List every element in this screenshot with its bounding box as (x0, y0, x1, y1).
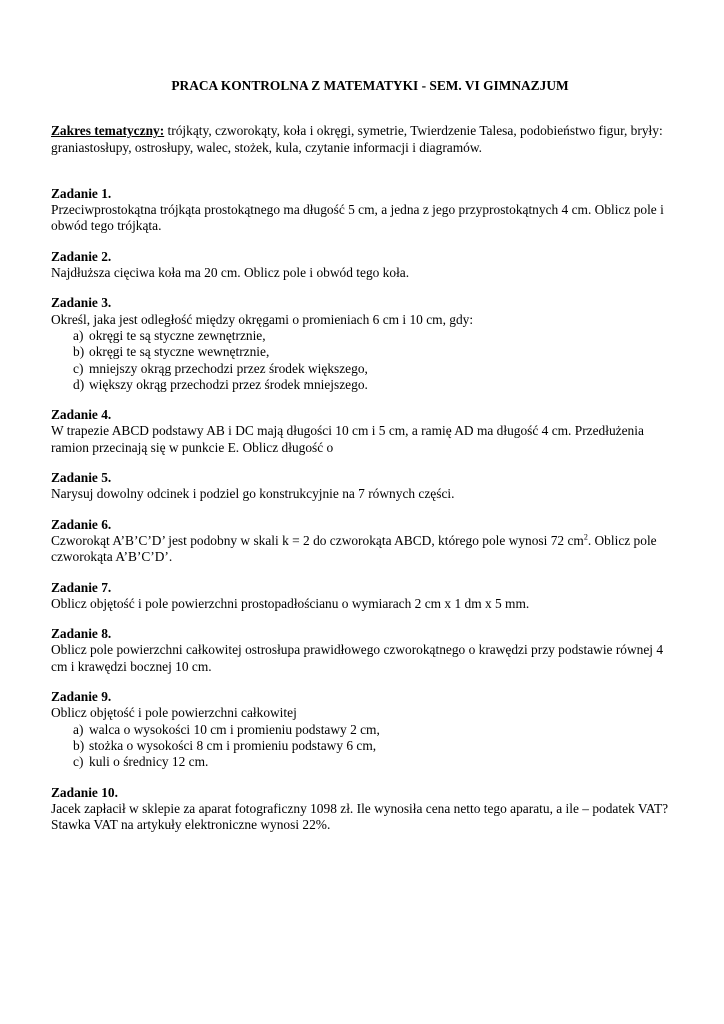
list-item (73, 377, 679, 393)
options-list (51, 328, 679, 393)
list-item (73, 344, 679, 360)
scope-text: trójkąty, czworokąty, koła i okręgi, symetrie, Twierdzenie Talesa, podobieństwo figur, bryły: graniastosłupy, ostrosłupy, walec, stożek, kula, czytanie informacji i diagramów. (51, 123, 663, 155)
list-item (73, 738, 679, 754)
task-10 (51, 785, 679, 834)
task-text-part: . Oblicz pole czworokąta A’B’C’D’. (51, 532, 657, 565)
page-title: PRACA KONTROLNA Z MATEMATYKI - SEM. VI GIMNAZJUM (171, 78, 569, 93)
task-heading: Zadanie 1. (51, 185, 112, 201)
task-heading: Zadanie 6. (51, 516, 112, 532)
option-text: okręgi te są styczne zewnętrznie, (89, 327, 266, 343)
option-text: większy okrąg przechodzi przez środek mniejszego. (89, 376, 368, 392)
scope-label: Zakres tematyczny: (51, 123, 165, 139)
list-item (73, 328, 679, 344)
task-heading: Zadanie 4. (51, 407, 112, 423)
option-text: walca o wysokości 10 cm i promieniu podstawy 2 cm, (89, 721, 380, 737)
option-text: kuli o średnicy 12 cm. (89, 754, 209, 770)
option-letter: a) (73, 327, 84, 343)
task-8 (51, 626, 679, 675)
scope-paragraph (51, 123, 679, 156)
option-letter: c) (73, 754, 84, 770)
task-text (51, 533, 679, 566)
task-1 (51, 186, 679, 235)
list-item (73, 722, 679, 738)
option-letter: b) (73, 737, 85, 753)
list-item (73, 361, 679, 377)
task-heading: Zadanie 8. (51, 626, 112, 642)
task-text: Jacek zapłacił w sklepie za aparat fotograficzny 1098 zł. Ile wynosiła cena netto tego aparatu, a ile – podatek VAT? Stawka VAT na artykuły elektroniczne wynosi 22%. (51, 800, 669, 833)
task-6 (51, 517, 679, 566)
task-heading: Zadanie 10. (51, 784, 118, 800)
option-letter: d) (73, 376, 85, 392)
option-letter: b) (73, 344, 85, 360)
superscript: 2 (583, 532, 588, 542)
option-letter: c) (73, 360, 84, 376)
task-text: Narysuj dowolny odcinek i podziel go konstrukcyjnie na 7 równych części. (51, 486, 455, 502)
task-heading: Zadanie 5. (51, 470, 112, 486)
option-text: okręgi te są styczne wewnętrznie, (89, 344, 270, 360)
option-text: mniejszy okrąg przechodzi przez środek większego, (89, 360, 368, 376)
task-4 (51, 407, 679, 456)
option-letter: a) (73, 721, 84, 737)
task-text: Oblicz objętość i pole powierzchni całkowitej (51, 705, 297, 721)
task-text: Określ, jaka jest odległość między okręgami o promieniach 6 cm i 10 cm, gdy: (51, 311, 474, 327)
task-5 (51, 470, 679, 503)
task-heading: Zadanie 7. (51, 579, 112, 595)
task-text: Oblicz pole powierzchni całkowitej ostrosłupa prawidłowego czworokątnego o krawędzi przy podstawie równej 4 cm i krawędzi bocznej 10 cm. (51, 642, 664, 674)
list-item (73, 754, 679, 770)
options-list (51, 722, 679, 771)
option-text: stożka o wysokości 8 cm i promieniu podstawy 6 cm, (89, 737, 377, 753)
task-heading: Zadanie 3. (51, 295, 112, 311)
task-text: Przeciwprostokątna trójkąta prostokątnego ma długość 5 cm, a jedna z jego przyprostokątnych 4 cm. Oblicz pole i obwód tego trójkąta. (51, 202, 664, 234)
task-heading: Zadanie 2. (51, 248, 112, 264)
task-9 (51, 689, 679, 770)
task-7 (51, 580, 679, 613)
task-text-part: Czworokąt A’B’C’D’ jest podobny w skali k = 2 do czworokąta ABCD, którego pole wynosi 72 cm (51, 532, 584, 548)
task-text: W trapezie ABCD podstawy AB i DC mają długości 10 cm i 5 cm, a ramię AD ma długość 4 cm. Przedłużenia ramion przecinają się w punkcie E. Oblicz długość o (51, 423, 644, 455)
task-3 (51, 295, 679, 393)
task-2 (51, 249, 679, 282)
document-page (51, 78, 679, 833)
task-text: Oblicz objętość i pole powierzchni prostopadłościanu o wymiarach 2 cm x 1 dm x 5 mm. (51, 595, 530, 611)
task-text: Najdłuższa cięciwa koła ma 20 cm. Oblicz pole i obwód tego koła. (51, 265, 410, 281)
task-heading: Zadanie 9. (51, 689, 112, 705)
